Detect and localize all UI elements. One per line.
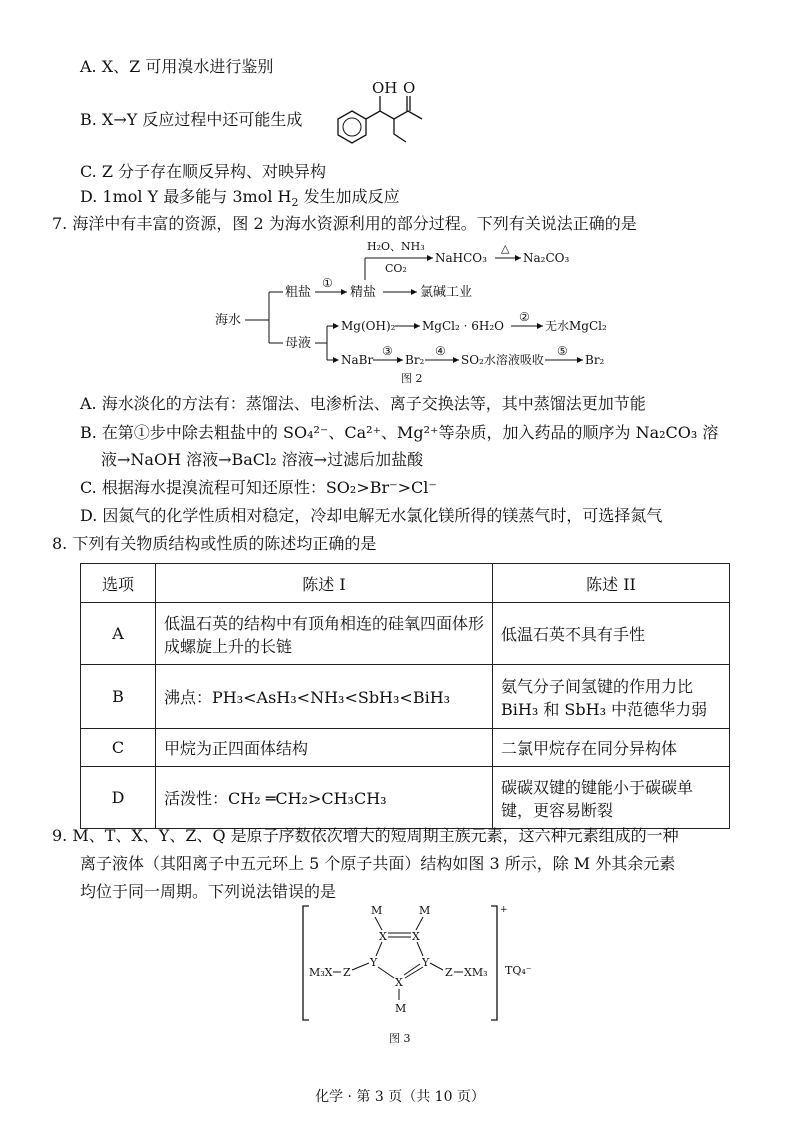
fig3-caption: 图 3 [389, 1032, 411, 1045]
fig2-step4: ④ [435, 344, 446, 358]
header-option: 选项 [81, 564, 156, 603]
fig2-step1: ① [322, 276, 333, 290]
fig2-step2: ② [519, 310, 530, 324]
fig3-m-top-right: M [419, 904, 431, 917]
row-option: C [81, 729, 156, 767]
page-footer: 化学 · 第 3 页（共 10 页） [315, 1089, 485, 1105]
q7-figure-2 [205, 236, 625, 386]
row-statement-1: 甲烷为正四面体结构 [156, 729, 493, 767]
fig2-crude-salt: 粗盐 [285, 285, 312, 300]
q6-option-d-sub: 2 [291, 196, 299, 210]
fig2-br2-b: Br₂ [585, 353, 605, 367]
q6-option-c: C. Z 分子存在顺反异构、对映异构 [80, 162, 327, 181]
fig3-y-right: Y [422, 956, 430, 969]
q6-molecule [330, 78, 440, 156]
table-row [81, 729, 730, 767]
q6-option-d-tail: 发生加成反应 [298, 187, 400, 206]
fig2-mother-liquor: 母液 [285, 336, 312, 351]
row-statement-1: 沸点：PH₃<AsH₃<NH₃<SbH₃<BiH₃ [156, 665, 493, 729]
fig2-chlor-alkali: 氯碱工业 [420, 285, 473, 300]
row-statement-2: 低温石英不具有手性 [493, 603, 730, 665]
fig3-m-top-left: M [371, 904, 383, 917]
q7-stem: 7. 海洋中有丰富的资源，图 2 为海水资源利用的部分过程。下列有关说法正确的是 [52, 214, 637, 233]
table-row [81, 603, 730, 665]
header-statement-2: 陈述 II [493, 564, 730, 603]
header-statement-1: 陈述 I [156, 564, 493, 603]
fig2-so2-absorb: SO₂水溶液吸收 [461, 353, 544, 367]
q9-figure-3 [295, 900, 555, 1060]
q7-option-c: C. 根据海水提溴流程可知还原性：SO₂>Br⁻>Cl⁻ [80, 478, 437, 497]
table-header-row [81, 564, 730, 603]
fig3-anion: TQ₄⁻ [505, 964, 532, 977]
q8-stem: 8. 下列有关物质结构或性质的陈述均正确的是 [52, 534, 377, 553]
fig2-anhydrous-mgcl2: 无水MgCl₂ [545, 319, 607, 333]
fig2-step3: ③ [382, 344, 393, 358]
row-statement-2: 二氯甲烷存在同分异构体 [493, 729, 730, 767]
fig3-xm3: XM₃ [464, 966, 488, 979]
fig3-x-bottom: X [395, 976, 403, 989]
table-row [81, 767, 730, 829]
fig2-nahco3: NaHCO₃ [435, 251, 487, 265]
fig2-caption: 图 2 [401, 372, 423, 385]
q7-option-b-line2: 液→NaOH 溶液→BaCl₂ 溶液→过滤后加盐酸 [101, 450, 424, 469]
q7-option-d: D. 因氮气的化学性质相对稳定，冷却电解无水氯化镁所得的镁蒸气时，可选择氮气 [80, 506, 663, 525]
q7-option-b-line1: B. 在第①步中除去粗盐中的 SO₄²⁻、Ca²⁺、Mg²⁺等杂质，加入药品的顺序为 Na₂CO₃ 溶 [80, 423, 719, 442]
q6-option-d-text: D. 1mol Y 最多能与 3mol H [80, 187, 292, 206]
q6-option-d [80, 185, 400, 215]
mol-o-label: O [403, 79, 416, 97]
q8-table [80, 563, 730, 829]
fig2-mgoh2: Mg(OH)₂ [341, 319, 396, 333]
row-statement-2: 氨气分子间氢键的作用力比 BiH₃ 和 SbH₃ 中范德华力弱 [493, 665, 730, 729]
fig2-nabr: NaBr [341, 353, 374, 367]
row-statement-1: 低温石英的结构中有顶角相连的硅氧四面体形成螺旋上升的长链 [156, 603, 493, 665]
fig2-fine-salt: 精盐 [350, 285, 377, 300]
fig2-step5: ⑤ [557, 344, 568, 358]
q6-option-b: B. X→Y 反应过程中还可能生成 [80, 110, 303, 129]
row-statement-1: 活泼性：CH₂ ═CH₂>CH₃CH₃ [156, 767, 493, 829]
fig2-heat: △ [501, 242, 510, 255]
fig2-reagents-top: H₂O、NH₃ [367, 240, 425, 253]
fig3-z-right: Z [445, 966, 453, 979]
row-option: A [81, 603, 156, 665]
fig3-m-bottom: M [395, 1002, 407, 1015]
q7-option-a: A. 海水淡化的方法有：蒸馏法、电渗析法、离子交换法等，其中蒸馏法更加节能 [80, 394, 646, 413]
fig3-z-left: Z [343, 966, 351, 979]
fig3-y-left: Y [370, 956, 378, 969]
fig3-m3x: M₃X [309, 966, 333, 979]
q6-option-a: A. X、Z 可用溴水进行鉴别 [80, 57, 274, 76]
fig2-br2-a: Br₂ [405, 353, 425, 367]
fig3-x-top-left: X [379, 930, 387, 943]
fig3-charge-plus: + [500, 905, 508, 915]
mol-oh-label: OH [372, 79, 398, 97]
table-row [81, 665, 730, 729]
q9-stem-line3: 均位于同一周期。下列说法错误的是 [80, 882, 337, 901]
row-statement-2: 碳碳双键的键能小于碳碳单键，更容易断裂 [493, 767, 730, 829]
fig2-seawater: 海水 [215, 313, 242, 328]
fig2-na2co3: Na₂CO₃ [523, 251, 570, 265]
row-option: D [81, 767, 156, 829]
fig2-mgcl2-hydrate: MgCl₂ · 6H₂O [422, 319, 504, 333]
row-option: B [81, 665, 156, 729]
fig3-x-top-right: X [412, 930, 420, 943]
q9-stem-line2: 离子液体（其阳离子中五元环上 5 个原子共面）结构如图 3 所示，除 M 外其余元素 [80, 854, 676, 873]
fig2-reagent-co2: CO₂ [385, 262, 407, 275]
q9-stem-line1: 9. M、T、X、Y、Z、Q 是原子序数依次增大的短周期主族元素，这六种元素组成的一种 [52, 826, 679, 845]
